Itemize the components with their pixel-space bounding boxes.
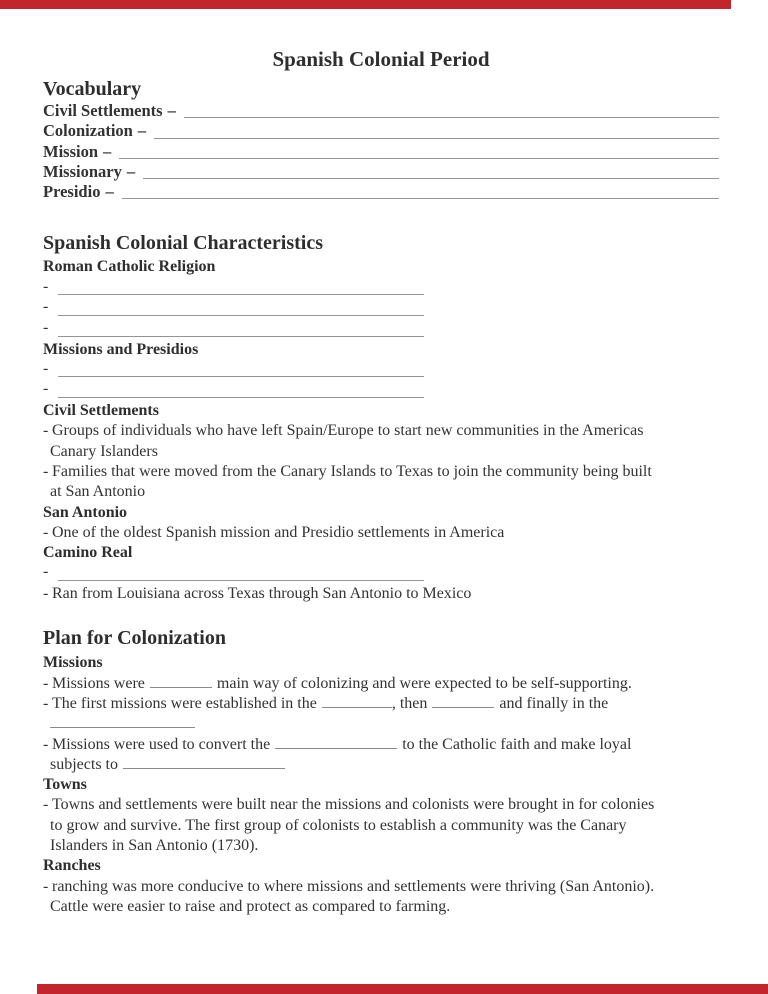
text-line: Cattle were easier to raise and protect as compared to farming. [50,897,451,915]
missions-heading: Missions [43,654,103,672]
fill-in-line: - The first missions were established in the , then and finally in the [43,694,719,714]
text-line: to grow and survive. The first group of colonists to establish a community was the Canary [50,816,627,834]
fill-in-blank [58,580,424,581]
text-line: Islanders in San Antonio (1730). [50,836,259,854]
bullet-marker: - [43,318,49,336]
bullet-marker: - [43,585,49,603]
vocabulary-heading: Vocabulary [43,78,142,100]
fill-in-line [43,714,719,734]
vocab-row-colonization [43,121,719,141]
dash: – [103,141,112,161]
text-line: - Ran from Louisiana across Texas through San Antonio to Mexico [43,584,719,604]
fill-in-blank [58,315,424,316]
vocab-term: Missionary [43,161,122,181]
blank-bullet-row [43,360,719,381]
blank-bullet-row [43,319,719,340]
bullet-marker: - [43,277,49,295]
vocab-row-missionary [43,162,719,182]
vocab-row-civil-settlements [43,101,719,121]
towns-heading: Towns [43,776,87,794]
bullet-marker: - [43,422,49,440]
fill-in-blank [432,695,494,708]
vocab-term: Civil Settlements [43,101,163,120]
blank-bullet-row [43,380,719,401]
vocab-row-mission [43,142,719,162]
fill-in-blank [143,178,719,179]
fill-in-blank [184,117,719,118]
vocab-term: Colonization [43,121,133,141]
bullet-marker: - [43,380,49,398]
dash: – [137,121,147,141]
fill-in-blank [50,715,195,728]
dash: – [105,182,114,202]
dash: – [167,101,176,120]
text-line: - Towns and settlements were built near the missions and colonists were brought in for colonies [43,795,719,815]
blank-bullet-row [43,298,719,319]
missions-presidios-heading: Missions and Presidios [43,340,199,358]
document-content [43,0,719,917]
dash: – [126,161,136,181]
fill-in-blank [58,336,424,337]
blank-bullet-row [43,563,719,584]
fill-in-blank [123,756,285,769]
camino-real-heading: Camino Real [43,544,133,562]
vocab-term: Presidio [43,182,101,202]
fill-in-blank [119,158,719,159]
fill-in-line: subjects to [43,755,719,775]
fill-in-blank [58,376,424,377]
fill-in-blank [58,294,424,295]
roman-catholic-heading: Roman Catholic Religion [43,258,216,276]
bottom-accent-bar [37,984,768,994]
fill-in-blank [150,675,212,688]
text-line: Canary Islanders [50,442,158,460]
bullet-marker: - [43,298,49,316]
bullet-marker: - [43,735,49,753]
text-line: - Families that were moved from the Canary Islands to Texas to join the community being built [43,462,719,482]
civil-settlements-heading: Civil Settlements [43,402,159,420]
bullet-marker: - [43,563,49,581]
bullet-marker: - [43,796,49,814]
blank-bullet-row [43,278,719,299]
fill-in-blank [58,397,424,398]
san-antonio-heading: San Antonio [43,503,128,521]
vocab-term: Mission [43,141,99,161]
fill-in-line: - Missions were used to convert the to the Catholic faith and make loyal [43,735,719,755]
ranches-heading: Ranches [43,857,101,875]
bullet-marker: - [43,359,49,377]
vocab-row-presidio [43,182,719,202]
text-line: at San Antonio [50,483,146,501]
bullet-marker: - [43,462,49,480]
bullet-marker: - [43,523,49,541]
plan-heading: Plan for Colonization [43,627,226,650]
fill-in-blank [275,736,397,749]
fill-in-blank [322,695,392,708]
bullet-marker: - [43,694,49,712]
document-title: Spanish Colonial Period [272,47,490,71]
fill-in-blank [122,198,719,199]
bullet-marker: - [43,674,49,692]
text-line: - Groups of individuals who have left Spain/Europe to start new communities in the Americas [43,421,719,441]
fill-in-blank [154,138,719,139]
bullet-marker: - [43,877,49,895]
text-line: - One of the oldest Spanish mission and Presidio settlements in America [43,523,719,543]
fill-in-line: - Missions were main way of colonizing and were expected to be self-supporting. [43,674,719,694]
text-line: - ranching was more conducive to where missions and settlements were thriving (San Antonio). [43,877,719,897]
characteristics-heading: Spanish Colonial Characteristics [43,232,324,255]
